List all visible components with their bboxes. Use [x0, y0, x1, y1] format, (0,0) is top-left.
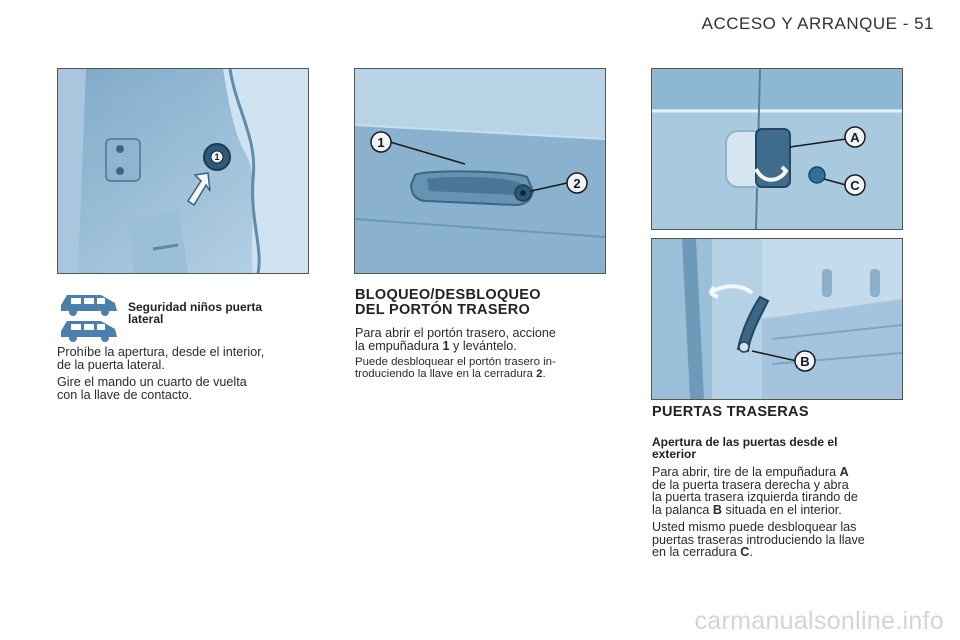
child-lock-drawing [58, 69, 308, 273]
tailgate-handle-drawing [355, 69, 605, 273]
child-safety-para-2: Gire el mando un cuarto de vuelta con la llave de contacto. [57, 375, 247, 402]
child-safety-para-1: Prohíbe la apertura, desde el interior, de la puerta lateral. [57, 345, 265, 372]
callout-a-label: A [850, 130, 860, 145]
callout-1-label: 1 [377, 135, 385, 150]
rear-doors-para-1: Para abrir, tire de la empuñadura A de la puerta trasera derecha y abra la puerta trasera izquierda tirando de la palanca B situada en el interior. [652, 465, 858, 517]
rear-door-lever-drawing [652, 239, 902, 399]
callout-2-label: 2 [573, 176, 581, 191]
rear-doors-subheading: Apertura de las puertas desde el exterior [652, 435, 838, 461]
rear-doors-para-2: Usted mismo puede desbloquear las puertas traseras introduciendo la llave en la cerradura C. [652, 520, 865, 559]
child-lock-illustration [57, 68, 309, 274]
tailgate-para-1: Para abrir el portón trasero, accione la empuñadura 1 y levántelo. [355, 326, 556, 353]
rear-door-handle-drawing [652, 69, 902, 229]
tailgate-para-2: Puede desbloquear el portón trasero in- troduciendo la llave en la cerradura 2. [355, 356, 556, 380]
watermark: carmanualsonline.info [694, 607, 944, 635]
page-header: ACCESO Y ARRANQUE - 51 [701, 14, 934, 33]
rear-door-lever-illustration [651, 238, 903, 400]
child-safety-subheading: Seguridad niños puerta lateral [128, 300, 263, 326]
tailgate-heading: BLOQUEO/DESBLOQUEO DEL PORTÓN TRASERO [355, 287, 541, 318]
callout-b-label: B [800, 354, 810, 369]
rear-door-handle-illustration [651, 68, 903, 230]
minivan-icon [57, 291, 121, 343]
rear-doors-heading: PUERTAS TRASERAS [652, 404, 809, 420]
callout-c-label: C [850, 178, 860, 193]
tailgate-handle-illustration [354, 68, 606, 274]
callout-1-label: 1 [214, 152, 220, 162]
